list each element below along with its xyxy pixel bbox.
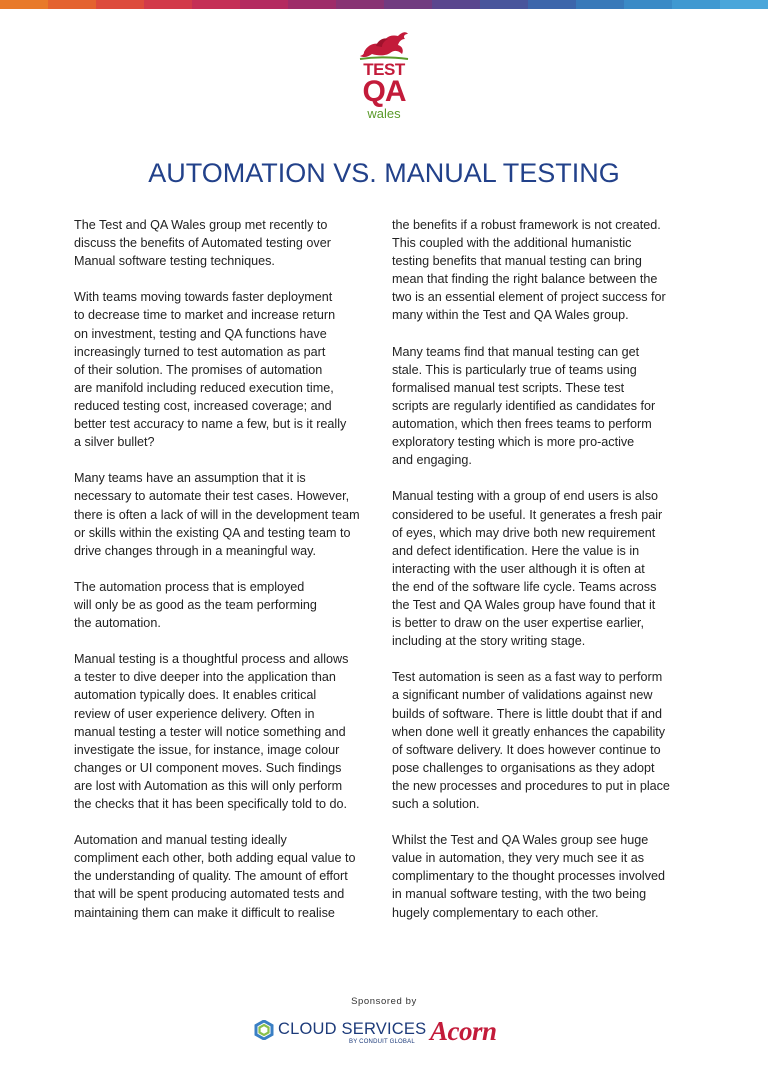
band-segment bbox=[720, 0, 768, 9]
paragraph: With teams moving towards faster deployment to decrease time to market and increase return on investment, testing and QA functions have increasingly turned to test automation as part of their solution. The promises of automation are manifold including reduced execution time, reduced testing cost, increased coverage; and better test accuracy to name a few, but is it really a silver bullet? bbox=[74, 290, 347, 450]
paragraph: Manual testing with a group of end users is also considered to be useful. It generates a fresh pair of eyes, which may drive both new requirement and defect identification. Here the value is in interacting with the user although it is often at the end of the software life cycle. Teams across the Test and QA Wales group have found that it is better to draw on the user expertise earlier, including at the story writing stage. bbox=[392, 489, 663, 649]
paragraph: Whilst the Test and QA Wales group see huge value in automation, they very much see it as complimentary to the thought processes involved in manual software testing, with the two being hugely complementary to each other. bbox=[392, 833, 666, 920]
logo-test-text: TEST bbox=[363, 60, 405, 79]
paragraph: Many teams find that manual testing can get stale. This is particularly true of teams using formalised manual test scripts. These test scripts are regularly identified as candidates for automation, which then frees teams to perform exploratory testing which is more pro-active and engaging. bbox=[392, 344, 656, 468]
acorn-name: Acorn bbox=[430, 1016, 497, 1046]
band-segment bbox=[576, 0, 624, 9]
band-segment bbox=[144, 0, 192, 9]
paragraph: The automation process that is employed will only be as good as the team performing the automation. bbox=[74, 579, 317, 631]
sponsored-by-label: Sponsored by bbox=[351, 996, 417, 1007]
paragraph: The Test and QA Wales group met recently to discuss the benefits of Automated testing over Manual software testing techniques. bbox=[74, 218, 331, 269]
cloud-services-logo-icon bbox=[254, 1020, 274, 1040]
logo-wales-text: wales bbox=[367, 106, 401, 121]
page-title: AUTOMATION VS. MANUAL TESTING bbox=[148, 158, 620, 188]
paragraph: the benefits if a robust framework is not created. This coupled with the additional humanistic testing benefits that manual testing can bring mean that finding the right balance between the two is an essential element of project success for many within the Test and QA Wales group. bbox=[392, 218, 666, 323]
band-segment bbox=[336, 0, 384, 9]
band-segment bbox=[240, 0, 288, 9]
paragraph: Automation and manual testing ideally compliment each other, both adding equal value to the understanding of quality. The amount of effort that will be spent producing automated tests and maintaining them can make it difficult to realise bbox=[74, 833, 356, 920]
logo-qa-text: QA bbox=[362, 75, 406, 108]
band-segment bbox=[192, 0, 240, 9]
band-segment bbox=[288, 0, 336, 9]
band-segment bbox=[480, 0, 528, 9]
band-segment bbox=[624, 0, 672, 9]
band-segment bbox=[672, 0, 720, 9]
band-segment bbox=[528, 0, 576, 9]
band-segment bbox=[432, 0, 480, 9]
band-segment bbox=[96, 0, 144, 9]
left-column bbox=[74, 216, 390, 940]
right-column bbox=[392, 216, 694, 940]
paragraph: Manual testing is a thoughtful process and allows a tester to dive deeper into the application than automation typically does. It enables critical review of user experience delivery. Often in manual testing a tester will notice something and investigate the issue, for instance, image colour changes or UI component moves. Such findings are lost with Automation as this will only perform the checks that it has been specifically told to do. bbox=[74, 652, 349, 811]
band-segment bbox=[48, 0, 96, 9]
paragraph: Many teams have an assumption that it is necessary to automate their test cases. However, there is often a lack of will in the development team or skills within the existing QA and testing team to drive changes through in a meaningful way. bbox=[74, 471, 360, 558]
cloud-services-logo bbox=[254, 1017, 427, 1049]
cloud-services-subtitle: BY CONDUIT GLOBAL bbox=[349, 1039, 415, 1045]
top-color-band bbox=[0, 0, 768, 9]
dragon-icon bbox=[354, 28, 414, 62]
cloud-services-name: CLOUD SERVICES bbox=[278, 1020, 427, 1038]
band-segment bbox=[384, 0, 432, 9]
band-segment bbox=[0, 0, 48, 9]
test-qa-wales-logo bbox=[354, 28, 414, 124]
acorn-logo bbox=[430, 1014, 520, 1048]
paragraph: Test automation is seen as a fast way to perform a significant number of validations against new builds of software. There is little doubt that if and when done well it greatly enhances the capability of software delivery. It does however continue to pose challenges to organisations as they adopt the new processes and procedures to put in place such a solution. bbox=[392, 670, 670, 811]
